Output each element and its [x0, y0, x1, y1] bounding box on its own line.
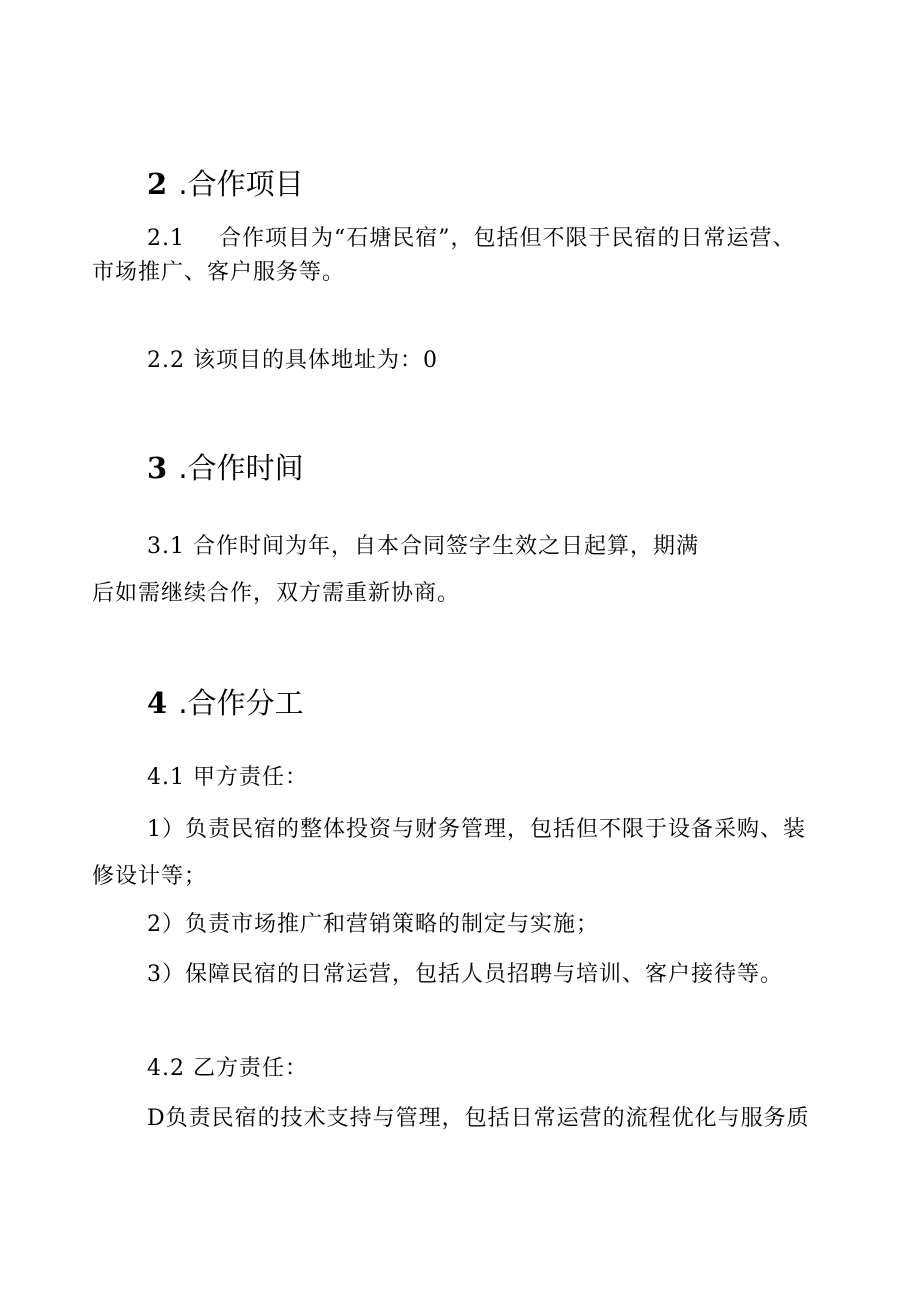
clause-2-1-number: 2.1 [147, 226, 185, 251]
clause-2-1-line-2: 市场推广、客户服务等。 [92, 260, 346, 285]
section-4-number: 4 [147, 686, 170, 720]
section-2-title: .合作项目 [178, 167, 304, 201]
section-3-heading [147, 451, 304, 485]
clause-4-1-label: 4.1 甲方责任： [147, 765, 308, 790]
party-a-item-3: 3）保障民宿的日常运营，包括人员招聘与培训、客户接待等。 [147, 962, 783, 987]
section-3-title: .合作时间 [178, 451, 304, 485]
party-a-item-2: 2）负责市场推广和营销策略的制定与实施； [147, 912, 599, 937]
section-4-heading [147, 686, 304, 720]
clause-3-1-line-2: 后如需继续合作，双方需重新协商。 [92, 581, 461, 606]
clause-2-2: 2.2 该项目的具体地址为：0 [147, 348, 438, 373]
section-2-heading [147, 167, 304, 201]
party-a-item-1-line-2: 修设计等； [92, 864, 208, 889]
clause-3-1-line-1: 3.1 合作时间为年，自本合同签字生效之日起算，期满 [147, 534, 699, 559]
clause-2-1-text: 合作项目为“石塘民宿”，包括但不限于民宿的日常运营、 [219, 226, 796, 251]
section-3-number: 3 [147, 451, 170, 485]
party-a-item-1-line-1: 1）负责民宿的整体投资与财务管理，包括但不限于设备采购、装 [147, 817, 806, 842]
party-b-item-1-line-1: D负责民宿的技术支持与管理，包括日常运营的流程优化与服务质 [147, 1106, 810, 1131]
section-4-title: .合作分工 [178, 686, 304, 720]
clause-4-2-label: 4.2 乙方责任： [147, 1056, 308, 1081]
section-2-number: 2 [147, 167, 170, 201]
clause-2-1-line-1 [147, 228, 796, 250]
